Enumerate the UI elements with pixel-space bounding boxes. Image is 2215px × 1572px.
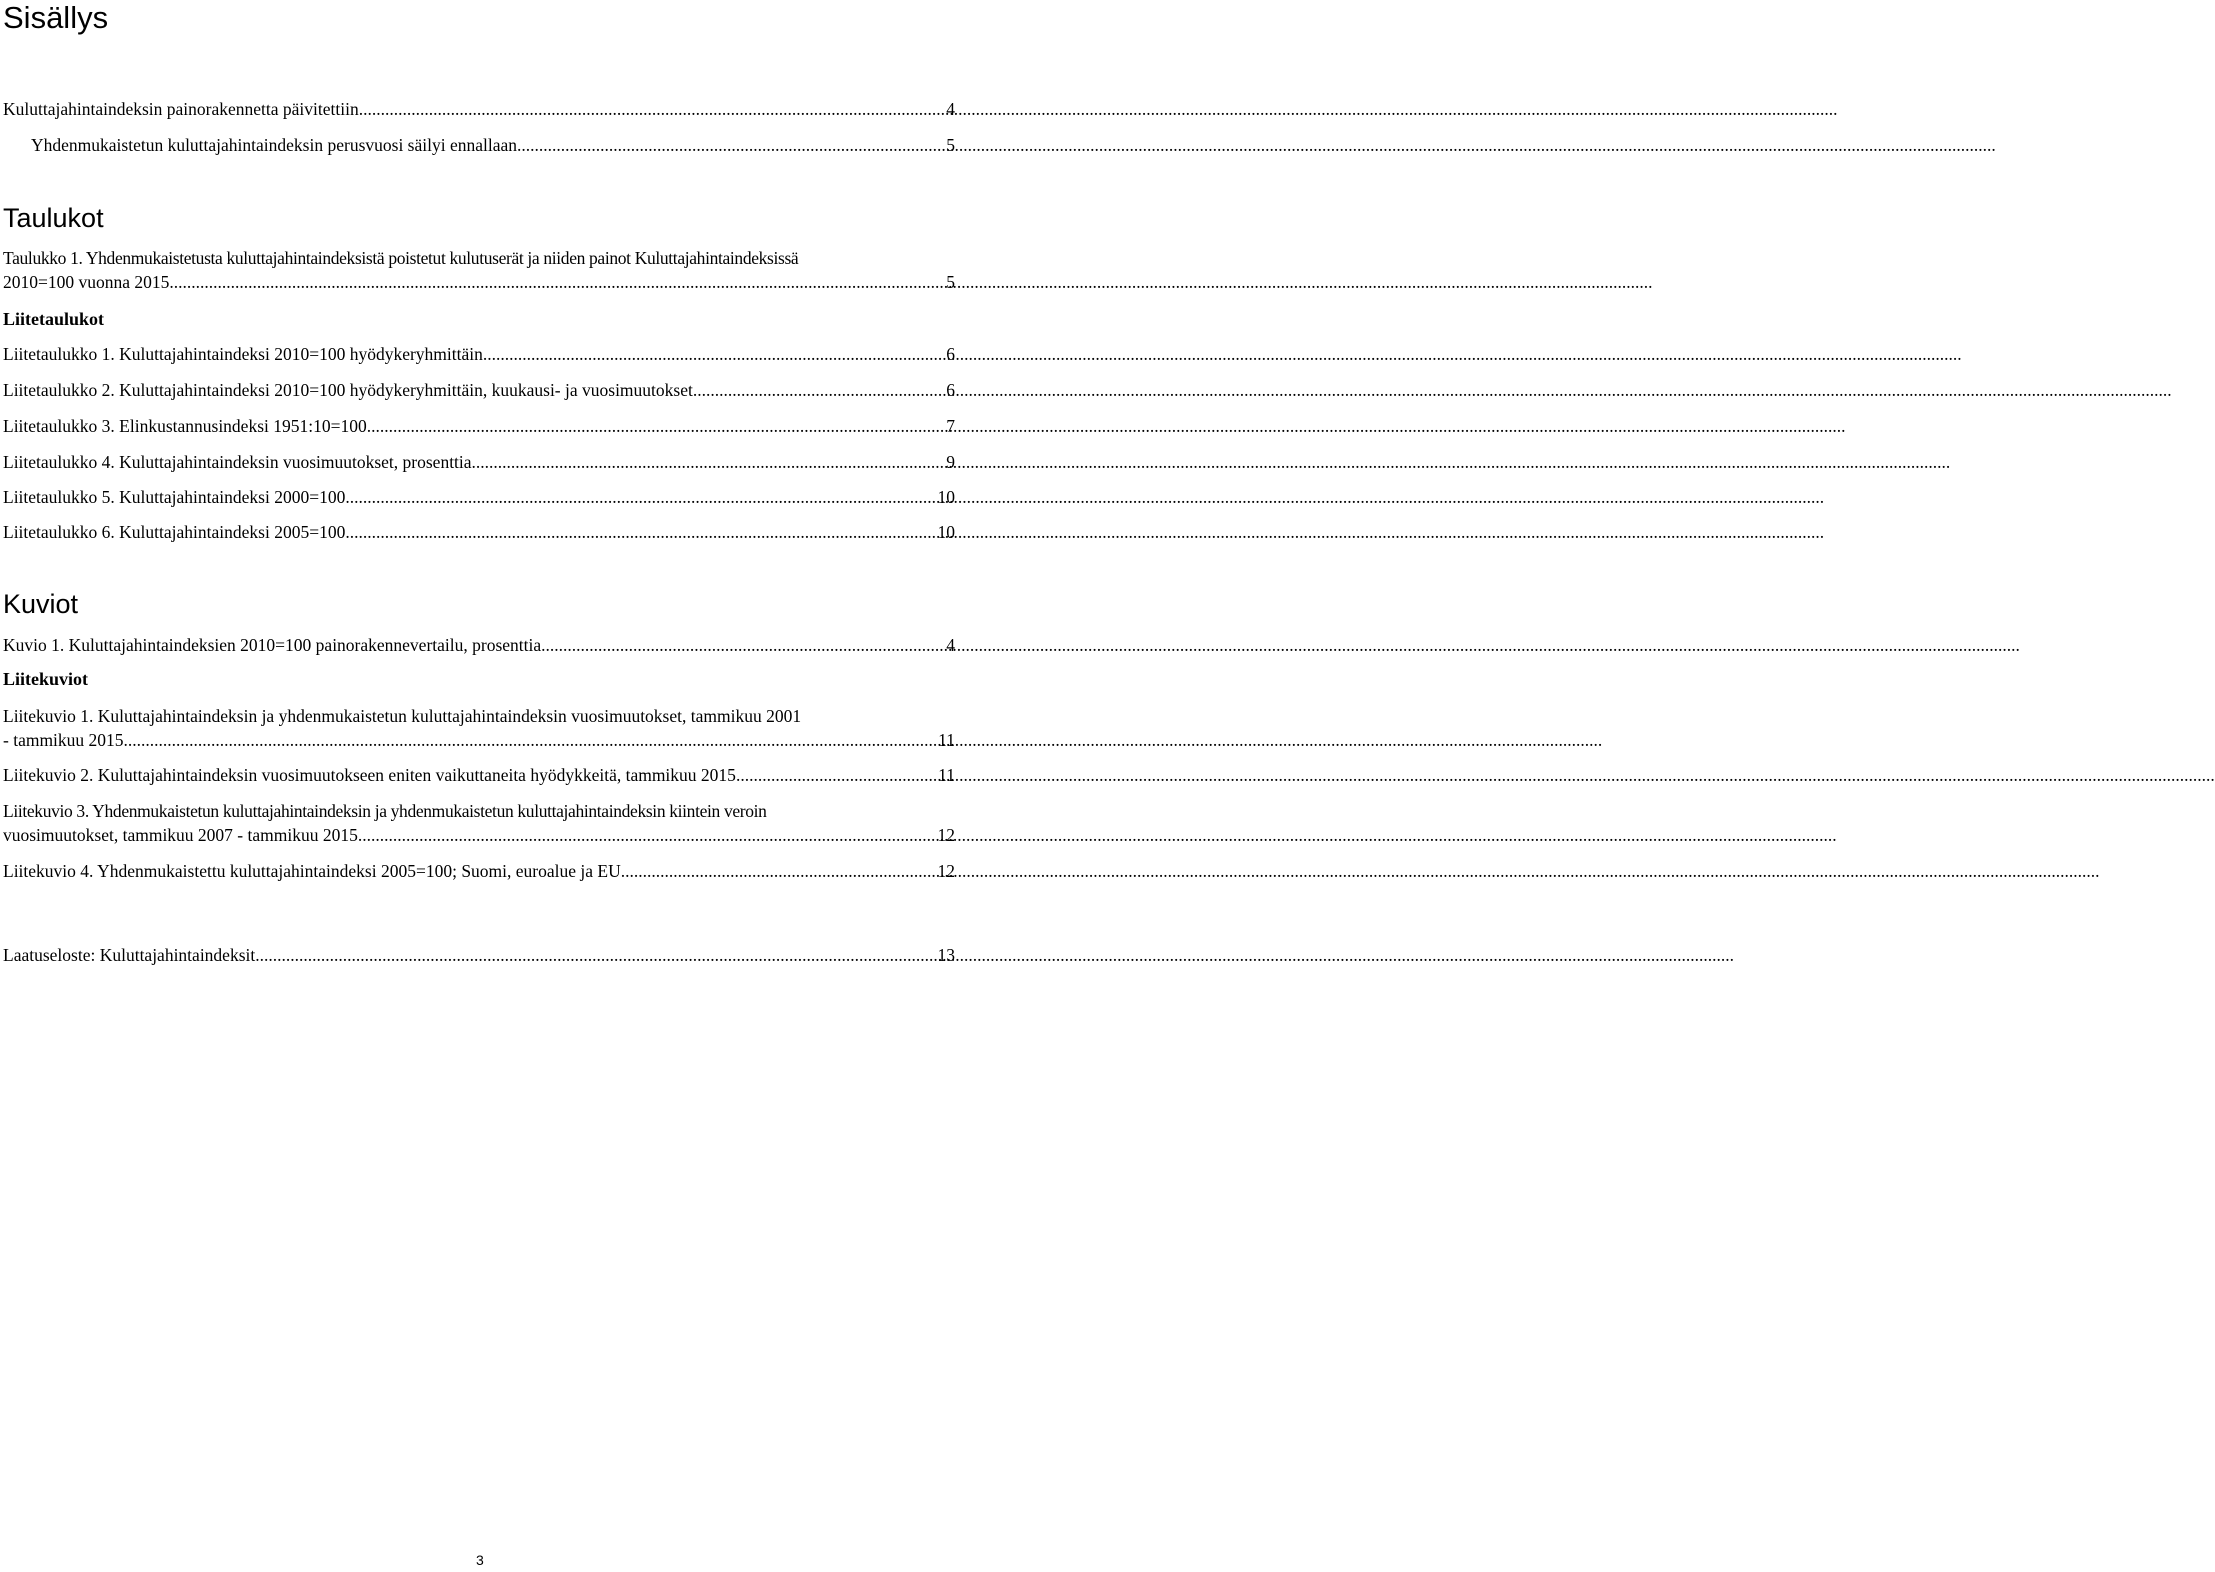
toc-page-number: 6 — [946, 380, 955, 400]
toc-entry-liitekuvio-1[interactable] — [3, 704, 955, 752]
page-number: 3 — [476, 1552, 484, 1568]
toc-entry-text: Liitekuvio 4. Yhdenmukaistettu kuluttajahintaindeksi 2005=100; Suomi, euroalue ja EU — [3, 861, 621, 881]
toc-entry-liitetaulukko-3[interactable] — [3, 414, 955, 438]
toc-entry-liitekuvio-3[interactable] — [3, 799, 955, 847]
toc-page-number: 13 — [937, 945, 955, 965]
toc-entry-liitekuvio-2[interactable] — [3, 763, 955, 787]
toc-page-number: 12 — [937, 825, 955, 845]
toc-entry-liitetaulukko-6[interactable] — [3, 520, 955, 544]
toc-leader-dots — [517, 133, 946, 157]
toc-page-number: 11 — [938, 765, 955, 785]
toc-page-number: 5 — [946, 272, 955, 292]
toc-page-number: 4 — [946, 635, 955, 655]
toc-entry-text: Liitetaulukko 5. Kuluttajahintaindeksi 2000=100 — [3, 487, 346, 507]
toc-entry-text: Yhdenmukaistetun kuluttajahintaindeksin perusvuosi säilyi ennallaan — [31, 135, 518, 155]
subheading-liitetaulukot: Liitetaulukot — [3, 309, 105, 329]
toc-page-number: 10 — [937, 487, 955, 507]
toc-entry-perusvuosi[interactable] — [3, 133, 955, 157]
toc-leader-dots — [255, 943, 937, 967]
toc-page-number: 11 — [938, 730, 955, 750]
toc-leader-dots — [367, 414, 947, 438]
toc-page-number: 5 — [946, 135, 955, 155]
toc-entry-taulukko-1[interactable] — [3, 246, 955, 294]
toc-leader-dots — [736, 763, 938, 787]
toc-leader-dots — [345, 520, 937, 544]
toc-entry-text: Liitetaulukko 3. Elinkustannusindeksi 1951:10=100 — [3, 416, 367, 436]
toc-entry-text: Laatuseloste: Kuluttajahintaindeksit — [3, 945, 256, 965]
toc-entry-text: Liitetaulukko 1. Kuluttajahintaindeksi 2010=100 hyödykeryhmittäin — [3, 344, 483, 364]
toc-leader-dots — [358, 823, 938, 847]
subheading-liitekuviot: Liitekuviot — [3, 669, 89, 689]
toc-entry-liitetaulukko-1[interactable] — [3, 342, 955, 366]
toc-entry-liitetaulukko-4[interactable] — [3, 450, 955, 474]
section-heading-kuviot: Kuviot — [3, 589, 79, 619]
toc-entry-text: Liitetaulukko 6. Kuluttajahintaindeksi 2005=100 — [3, 522, 346, 542]
toc-leader-dots — [345, 485, 937, 509]
toc-leader-dots — [483, 342, 946, 366]
section-heading-taulukot: Taulukot — [3, 203, 104, 233]
toc-entry-laatuseloste[interactable] — [3, 943, 955, 967]
toc-leader-dots — [541, 633, 946, 657]
toc-entry-text: vuosimuutokset, tammikuu 2007 - tammikuu 2015 — [3, 825, 358, 845]
toc-leader-dots — [124, 728, 939, 752]
toc-entry-text: 2010=100 vuonna 2015. — [3, 272, 174, 292]
toc-entry-text-line1: Taulukko 1. Yhdenmukaistetusta kuluttajahintaindeksistä poistetut kulutuserät ja niiden painot Kuluttajahintaindeksissä — [3, 248, 799, 268]
toc-entry-text: - tammikuu 2015 — [3, 730, 124, 750]
toc-entry-text: Liitetaulukko 2. Kuluttajahintaindeksi 2010=100 hyödykeryhmittäin, kuukausi- ja vuosimuutokset — [3, 380, 693, 400]
toc-page-number: 4 — [946, 99, 955, 119]
toc-entry-text: Liitetaulukko 4. Kuluttajahintaindeksin vuosimuutokset, prosenttia — [3, 452, 472, 472]
toc-entry-liitetaulukko-5[interactable] — [3, 485, 955, 509]
toc-leader-dots — [472, 450, 947, 474]
toc-leader-dots — [621, 859, 938, 883]
toc-entry-liitekuvio-4[interactable] — [3, 859, 955, 883]
toc-page-number: 12 — [937, 861, 955, 881]
toc-entry-text-line1: Liitekuvio 3. Yhdenmukaistetun kuluttajahintaindeksin ja yhdenmukaistetun kuluttajahintaindeksin kiintein veroin — [3, 801, 767, 821]
toc-entry-text: Kuluttajahintaindeksin painorakennetta päivitettiin — [3, 99, 359, 119]
toc-leader-dots — [359, 97, 947, 121]
page-title: Sisällys — [3, 0, 109, 35]
toc-leader-dots — [693, 378, 946, 402]
toc-entry-kuvio-1[interactable] — [3, 633, 955, 657]
toc-page-number: 6 — [946, 344, 955, 364]
toc-page-number: 9 — [946, 452, 955, 472]
toc-entry-text: Kuvio 1. Kuluttajahintaindeksien 2010=100 painorakennevertailu, prosenttia — [3, 635, 542, 655]
toc-entry-painorakenne[interactable] — [3, 97, 955, 121]
toc-page-number: 7 — [946, 416, 955, 436]
toc-entry-liitetaulukko-2[interactable] — [3, 378, 955, 402]
toc-page-number: 10 — [937, 522, 955, 542]
toc-entry-text: Liitekuvio 2. Kuluttajahintaindeksin vuosimuutokseen eniten vaikuttaneita hyödykkeitä, tammikuu 2015 — [3, 765, 736, 785]
toc-entry-text-line1: Liitekuvio 1. Kuluttajahintaindeksin ja yhdenmukaistetun kuluttajahintaindeksin vuosimuutokset, tammikuu 2001 — [3, 706, 802, 726]
toc-leader-dots — [174, 270, 946, 294]
